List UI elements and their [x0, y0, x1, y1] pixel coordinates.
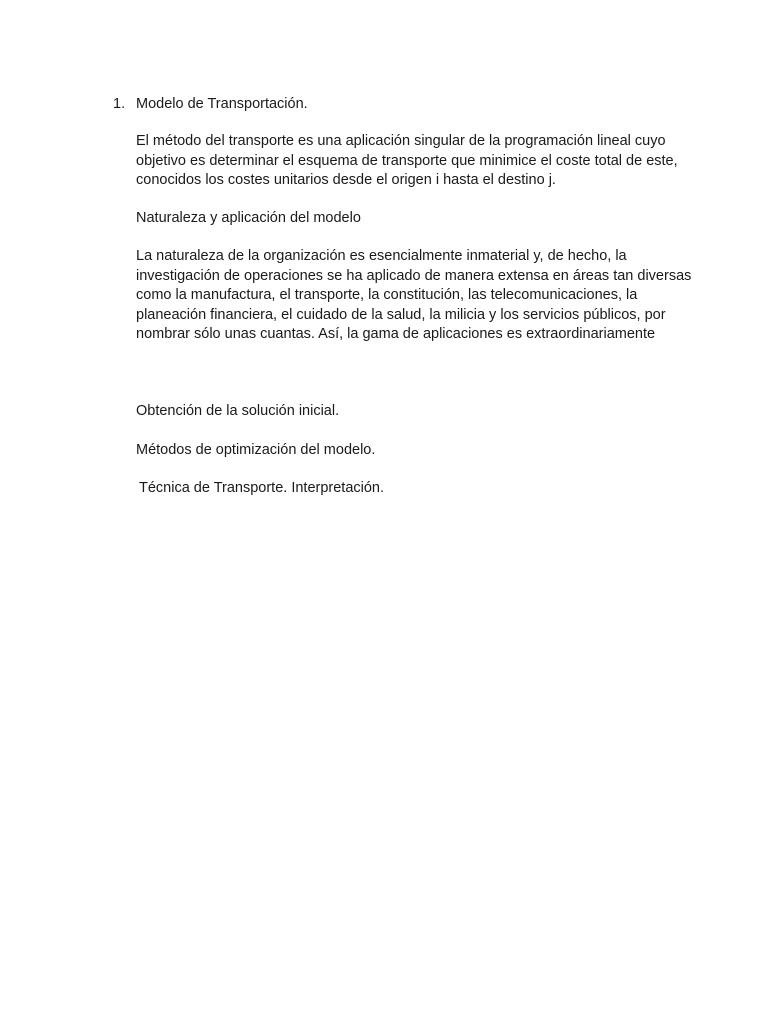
heading-text: Métodos de optimización del modelo. [136, 442, 376, 458]
heading-text: Obtención de la solución inicial. [136, 403, 340, 419]
section-title: Modelo de Transportación. [136, 96, 308, 112]
paragraph-transport-method [136, 132, 696, 191]
section-heading [113, 94, 308, 114]
paragraph-organization-nature [136, 247, 696, 345]
heading-text: Técnica de Transporte. Interpretación. [139, 480, 385, 496]
heading-text: Naturaleza y aplicación del modelo [136, 210, 361, 226]
heading-nature-application [136, 209, 696, 229]
heading-initial-solution [136, 402, 696, 422]
heading-optimization-methods [136, 441, 696, 461]
paragraph-text: El método del transporte es una aplicación singular de la programación lineal cuyo objetivo es determinar el esquema de transporte que minimice el coste total de este, conocidos los costes unitarios desde el origen i hasta el destino j. [136, 133, 678, 188]
list-number: 1. [113, 96, 126, 112]
paragraph-text: La naturaleza de la organización es esencialmente inmaterial y, de hecho, la investigación de operaciones se ha aplicado de manera extensa en áreas tan diversas como la manufactura, el transporte, la constitución, las telecomunicaciones, la planeación financiera, el cuidado de la salud, la milicia y los servicios públicos, por nombrar sólo unas cuantas. Así, la gama de aplicaciones es extraordinariamente [136, 248, 692, 342]
heading-transport-technique [139, 479, 699, 499]
